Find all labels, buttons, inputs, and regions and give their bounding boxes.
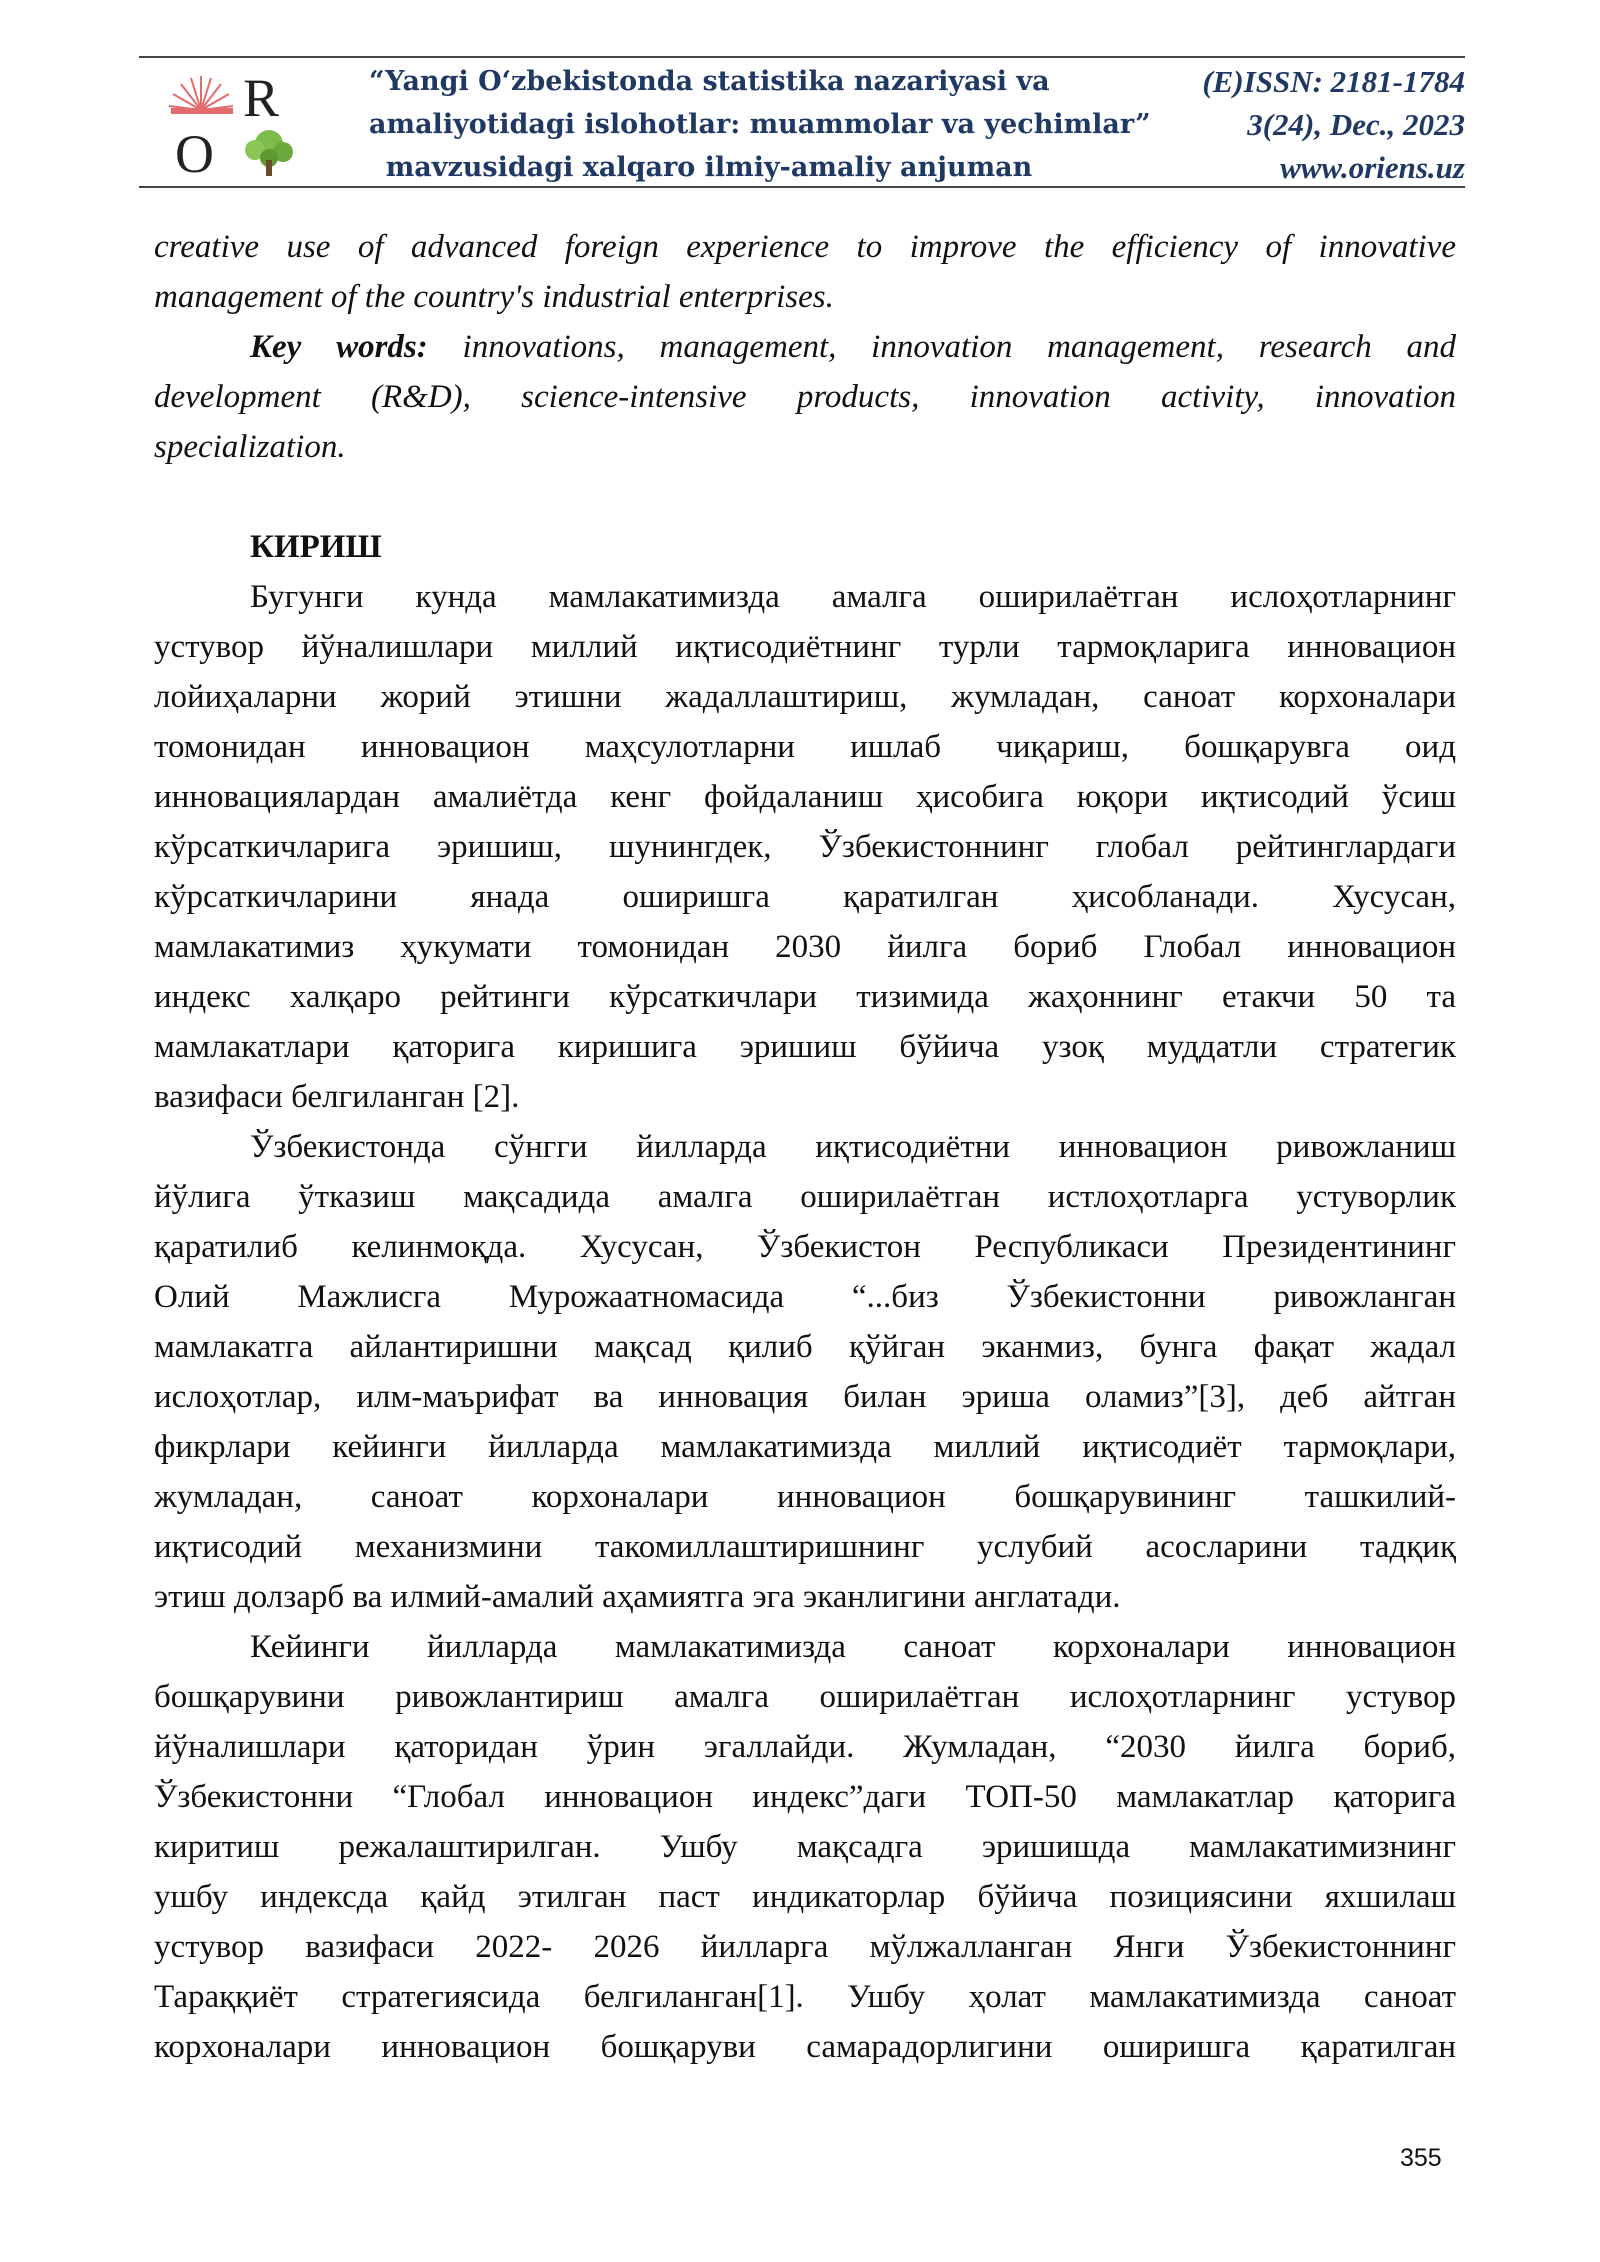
paragraph-line: лойиҳаларни жорий этишни жадаллаштириш, жумладан, саноат корхоналари [154,679,1456,715]
abstract-line: management of the country's industrial enterprises. [154,279,834,315]
conference-title-line: mavzusidagi xalqaro ilmiy-amaliy anjuman [385,152,1033,183]
logo-letter-o: O [175,124,214,182]
paragraph-line: мамлакатлари қаторига киришига эришиш бўйича узоқ муддатли стратегик [154,1029,1456,1065]
paragraph-line: инновациялардан амалиётда кенг фойдаланиш ҳисобига юқори иқтисодий ўсиш [154,779,1456,815]
paragraph-line: Олий Мажлисга Мурожаатномасида “...биз Ўзбекистонни ривожланган [154,1279,1456,1315]
paragraph-line: жумладан, саноат корхоналари инновацион бошқарувининг ташкилий- [154,1479,1456,1515]
keywords-line: specialization. [154,429,346,465]
paragraph-line: томонидан инновацион маҳсулотларни ишлаб чиқариш, бошқарувга оид [154,729,1456,765]
paragraph-line: Кейинги йилларда мамлакатимизда саноат корхоналари инновацион [250,1629,1456,1665]
paragraph-line: этиш долзарб ва илмий-амалий аҳамиятга эга эканлигини англатади. [154,1579,1121,1615]
conference-title-line: amaliyotidagi islohotlar: muammolar va yechimlar” [369,109,1151,140]
conference-title [369,60,1151,189]
paragraph-line: устувор йўналишлари миллий иқтисодиётнинг турли тармоқларига инновацион [154,629,1456,665]
keywords-line [154,322,1456,372]
abstract-text [154,222,1456,322]
paragraph-line: мамлакатимиз ҳукумати томонидан 2030 йилга бориб Глобал инновацион [154,929,1456,965]
page-number: 355 [1400,2144,1442,2172]
paragraph-line: Бугунги кунда мамлакатимизда амалга оширилаётган ислоҳотларнинг [250,579,1456,615]
header-bottom-rule [139,186,1465,188]
paragraph-line: қаратилиб келинмоқда. Хусусан, Ўзбекистон Республикаси Президентининг [154,1229,1456,1265]
page-header [139,56,1465,190]
paragraph-line: фикрлари кейинги йилларда мамлакатимизда миллий иқтисодиёт тармоқлари, [154,1429,1456,1465]
website-link[interactable]: www.oriens.uz [1280,150,1465,185]
issn-number: (E)ISSN: 2181-1784 [1202,64,1465,99]
paragraph-line: ислоҳотлар, илм-маърифат ва инновация билан эриша оламиз”[3], деб айтган [154,1379,1456,1415]
section-heading: КИРИШ [250,529,382,565]
body-paragraph [154,1122,1456,1622]
issue-date: 3(24), Dec., 2023 [1247,107,1465,142]
paragraph-line: бошқарувини ривожлантириш амалга оширилаётган ислоҳотларнинг устувор [154,1679,1456,1715]
paragraph-line: кўрсаткичларига эришиш, шунингдек, Ўзбекистоннинг глобал рейтинглардаги [154,829,1456,865]
body-paragraph [154,1622,1456,2072]
paragraph-line: кўрсаткичларини янада оширишга қаратилган ҳисобланади. Хусусан, [154,879,1456,915]
paragraph-line: ушбу индексда қайд этилган паст индикаторлар бўйича позициясини яхшилаш [154,1879,1456,1915]
paragraph-line: Ўзбекистонда сўнгги йилларда иқтисодиётни инновацион ривожланиш [250,1129,1456,1165]
logo-letter-r: R [243,68,280,128]
paragraph-line: корхоналари инновацион бошқаруви самарадорлигини оширишга қаратилган [154,2029,1456,2065]
keywords-label: Key words: [250,329,428,365]
journal-info [1202,60,1465,189]
paragraph-line: Ўзбекистонни “Глобал инновацион индекс”даги ТОП-50 мамлакатлар қаторига [154,1779,1456,1815]
keywords-block [154,322,1456,472]
paragraph-line: индекс халқаро рейтинги кўрсаткичлари тизимида жаҳоннинг етакчи 50 та [154,979,1456,1015]
conference-title-line: “Yangi O‘zbekistonda statistika nazariyasi va [369,66,1050,97]
paragraph-line: киритиш режалаштирилган. Ушбу мақсадга эришишда мамлакатимизнинг [154,1829,1456,1865]
sunburst-icon [169,76,233,110]
header-top-rule [139,56,1465,58]
paragraph-line: устувор вазифаси 2022- 2026 йилларга мўлжалланган Янги Ўзбекистоннинг [154,1929,1456,1965]
tree-icon [245,130,293,176]
paragraph-line: мамлакатга айлантиришни мақсад қилиб қўйган эканмиз, бунга фақат жадал [154,1329,1456,1365]
paragraph-line: Тараққиёт стратегиясида белгиланган[1]. Ушбу ҳолат мамлакатимизда саноат [154,1979,1456,2015]
paragraph-line: вазифаси белгиланган [2]. [154,1079,520,1115]
keywords-line: development (R&D), science-intensive products, innovation activity, innovation [154,379,1456,415]
paragraph-line: иқтисодий механизмини такомиллаштиришнинг услубий асосларини тадқиқ [154,1529,1456,1565]
abstract-line: creative use of advanced foreign experience to improve the efficiency of innovative [154,229,1456,265]
paragraph-line: йўналишлари қаторидан ўрин эгаллайди. Жумладан, “2030 йилга бориб, [154,1729,1456,1765]
oriens-logo [161,64,301,182]
keywords-list: innovations, management, innovation management, research and [427,329,1456,365]
paragraph-line: йўлига ўтказиш мақсадида амалга оширилаётган истлоҳотларга устуворлик [154,1179,1456,1215]
body-paragraph [154,572,1456,1122]
